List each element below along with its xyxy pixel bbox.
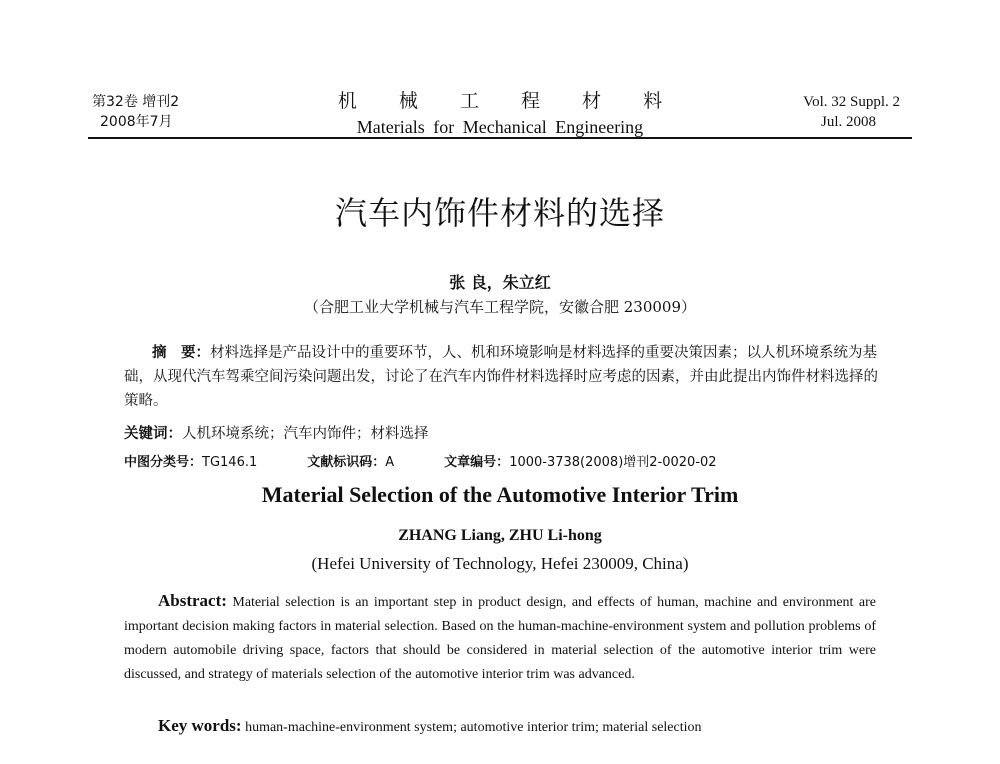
keywords-text-cn: 人机环境系统；汽车内饰件；材料选择 [182, 426, 429, 442]
page-title-en: Material Selection of the Automotive Interior Trim [261, 482, 739, 507]
doc-code-label: 文献标识码： [307, 455, 386, 470]
keywords-en [158, 716, 878, 736]
article-id-group [444, 451, 716, 470]
journal-name-en: Materials for Mechanical Engineering [356, 117, 644, 137]
classification-row [124, 451, 882, 470]
journal-name [300, 86, 700, 138]
keywords-cn [124, 422, 882, 443]
affiliation-cn: （合肥工业大学机械与汽车工程学院，安徽合肥 230009） [303, 298, 697, 316]
date-en: Jul. 2008 [820, 114, 876, 130]
journal-volume-cn [92, 92, 179, 132]
authors-cn: 张 良，朱立红 [449, 273, 551, 292]
abstract-text-cn: 材料选择是产品设计中的重要环节，人、机和环境影响是材料选择的重要决策因素；以人机环境系统为基础，从现代汽车驾乘空间污染问题出发，讨论了在汽车内饰件材料选择时应考虑的因素，并由此提出内饰件材料选择的策略。 [124, 345, 878, 409]
header-rule [88, 137, 912, 139]
article-id-label: 文章编号： [444, 455, 510, 470]
clc-label: 中图分类号： [124, 455, 203, 470]
doc-code-group [307, 451, 394, 470]
volume-issue-cn: 第32卷 增刊2 [92, 94, 180, 110]
clc-value: TG146.1 [202, 455, 258, 470]
date-cn: 2008年7月 [100, 114, 173, 130]
volume-issue-en: Vol. 32 Suppl. 2 [803, 94, 900, 110]
keywords-label-en: Key words: [158, 716, 242, 735]
keywords-text-en: human-machine-environment system; automotive interior trim; material selection [245, 720, 702, 735]
authors-en: ZHANG Liang, ZHU Li-hong [398, 527, 602, 544]
abstract-label-en: Abstract: [158, 591, 227, 610]
journal-volume-en [760, 92, 900, 132]
page-title-cn: 汽车内饰件材料的选择 [334, 194, 665, 232]
abstract-en [124, 589, 876, 687]
affiliation-en: (Hefei University of Technology, Hefei 230009, China) [311, 554, 689, 573]
journal-name-cn: 机 械 工 程 材 料 [337, 90, 681, 112]
abstract-label-cn: 摘 要： [152, 345, 210, 361]
keywords-label-cn: 关键词： [124, 426, 182, 442]
clc-group [124, 451, 257, 470]
article-id-value: 1000-3738(2008)增刊2-0020-02 [509, 455, 717, 470]
abstract-cn [124, 341, 882, 413]
abstract-text-en: Material selection is an important step in product design, and effects of human, machine and environment are important decision making factors in material selection. Based on the human-machine-environment system and pollution problems of modern automobile driving space, factors that should be considered in material selection of the automotive interior trim were discussed, and strategy of materials selection of the automotive interior trim was advanced. [124, 595, 876, 682]
doc-code-value: A [385, 455, 395, 470]
